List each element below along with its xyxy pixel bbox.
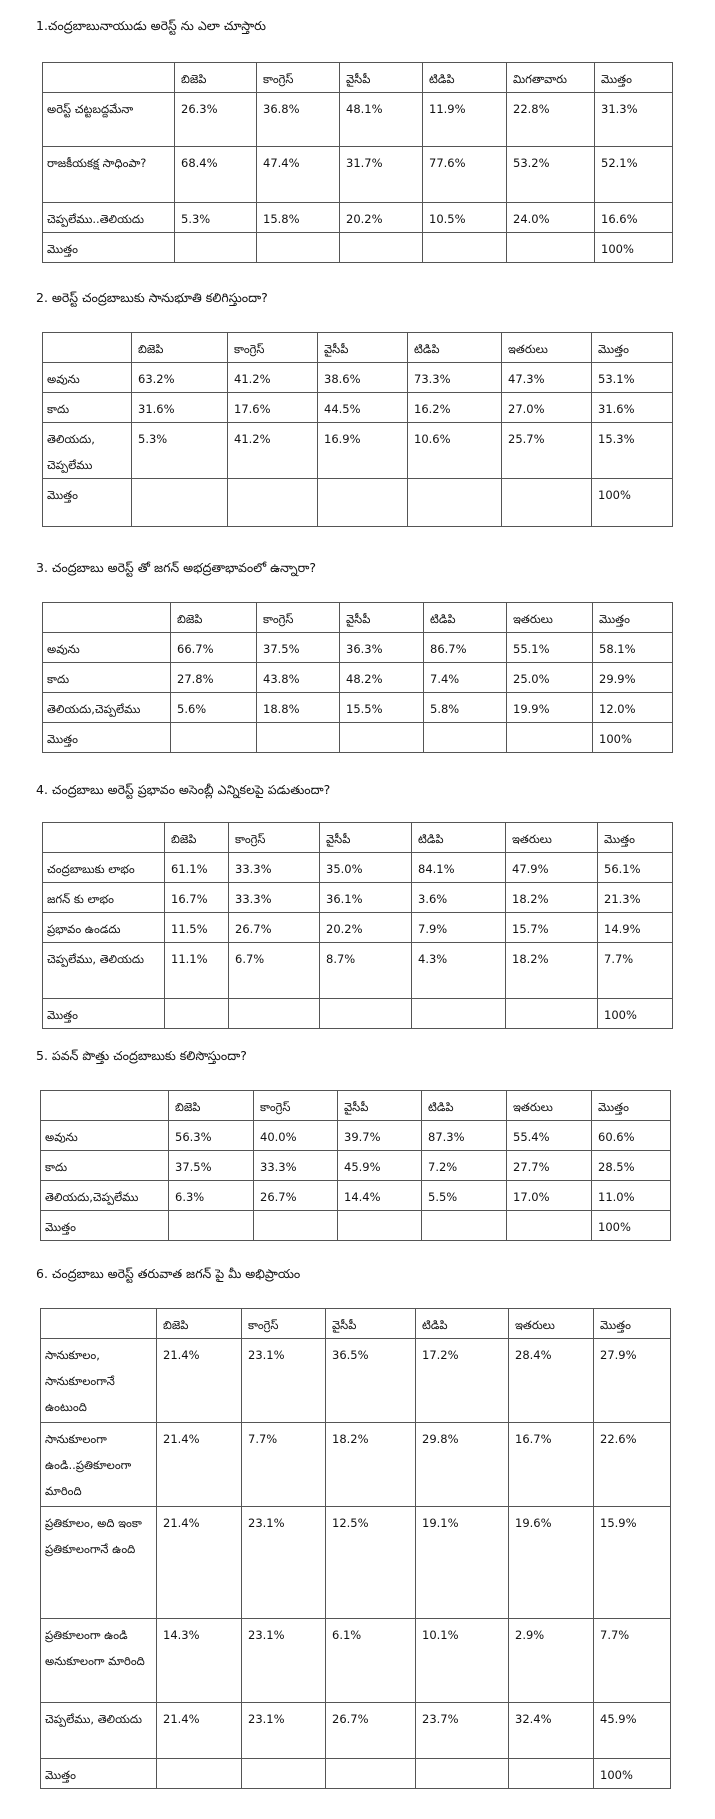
table-total-row bbox=[43, 479, 673, 527]
table-cell: 19.1% bbox=[416, 1507, 509, 1619]
header-cell: కాంగ్రెస్ bbox=[229, 823, 320, 853]
table-cell bbox=[416, 1759, 509, 1789]
results-table-3 bbox=[42, 602, 673, 753]
results-table-1 bbox=[42, 62, 673, 263]
table-cell: 23.1% bbox=[242, 1339, 326, 1423]
results-table-5 bbox=[40, 1090, 671, 1241]
table-cell: 39.7% bbox=[338, 1121, 422, 1151]
table-cell: 14.3% bbox=[157, 1619, 242, 1703]
table-cell bbox=[242, 1759, 326, 1789]
results-table-6 bbox=[40, 1308, 671, 1789]
table-cell bbox=[257, 233, 340, 263]
table-cell: 31.7% bbox=[340, 147, 423, 203]
table-cell: 16.7% bbox=[509, 1423, 594, 1507]
table-header-row bbox=[43, 823, 673, 853]
header-cell: మొత్తం bbox=[592, 1091, 671, 1121]
table-cell: 56.1% bbox=[598, 853, 673, 883]
table-cell: 100% bbox=[593, 723, 673, 753]
table-cell: 60.6% bbox=[592, 1121, 671, 1151]
table-cell: 48.1% bbox=[340, 93, 423, 147]
table-cell: 19.6% bbox=[509, 1507, 594, 1619]
table-cell: 33.3% bbox=[229, 883, 320, 913]
table-cell: 22.6% bbox=[594, 1423, 671, 1507]
header-cell bbox=[43, 823, 165, 853]
header-cell: బిజెపి bbox=[132, 333, 228, 363]
table-cell: 25.0% bbox=[507, 663, 593, 693]
table-cell: 37.5% bbox=[169, 1151, 254, 1181]
table-cell: 31.6% bbox=[132, 393, 228, 423]
table-cell: 2.9% bbox=[509, 1619, 594, 1703]
table-cell: 26.7% bbox=[229, 913, 320, 943]
table-cell: 41.2% bbox=[228, 423, 318, 479]
table-cell: 55.4% bbox=[507, 1121, 592, 1151]
table-cell: 27.9% bbox=[594, 1339, 671, 1423]
row-label: మొత్తం bbox=[43, 723, 171, 753]
header-cell: మొత్తం bbox=[592, 333, 673, 363]
results-table-2 bbox=[42, 332, 673, 527]
table-row bbox=[43, 147, 673, 203]
table-cell: 18.2% bbox=[326, 1423, 416, 1507]
table-cell bbox=[424, 723, 507, 753]
table-cell: 11.0% bbox=[592, 1181, 671, 1211]
table-cell: 17.0% bbox=[507, 1181, 592, 1211]
header-cell: ఇతరులు bbox=[506, 823, 598, 853]
table-cell: 68.4% bbox=[175, 147, 257, 203]
table-cell: 14.9% bbox=[598, 913, 673, 943]
table-cell bbox=[507, 1211, 592, 1241]
table-cell: 25.7% bbox=[502, 423, 592, 479]
row-label: కాదు bbox=[43, 393, 132, 423]
table-header-row bbox=[43, 603, 673, 633]
header-cell: బిజెపి bbox=[175, 63, 257, 93]
table-cell: 86.7% bbox=[424, 633, 507, 663]
table-row bbox=[43, 883, 673, 913]
table-cell: 18.8% bbox=[257, 693, 340, 723]
table-cell: 18.2% bbox=[506, 883, 598, 913]
table-cell: 47.3% bbox=[502, 363, 592, 393]
row-label: మొత్తం bbox=[41, 1211, 169, 1241]
header-cell: వైసీపీ bbox=[340, 603, 424, 633]
table-cell: 29.9% bbox=[593, 663, 673, 693]
table-cell: 23.7% bbox=[416, 1703, 509, 1759]
table-cell: 28.4% bbox=[509, 1339, 594, 1423]
table-cell bbox=[326, 1759, 416, 1789]
table-cell bbox=[157, 1759, 242, 1789]
table-cell: 36.8% bbox=[257, 93, 340, 147]
table-cell: 23.1% bbox=[242, 1507, 326, 1619]
results-table-4 bbox=[42, 822, 673, 1029]
table-cell: 52.1% bbox=[595, 147, 673, 203]
table-cell bbox=[422, 1211, 507, 1241]
table-cell: 28.5% bbox=[592, 1151, 671, 1181]
table-cell: 33.3% bbox=[229, 853, 320, 883]
header-cell: కాంగ్రెస్ bbox=[242, 1309, 326, 1339]
table-cell: 19.9% bbox=[507, 693, 593, 723]
table-row bbox=[41, 1619, 671, 1703]
table-cell: 16.6% bbox=[595, 203, 673, 233]
table-cell: 66.7% bbox=[171, 633, 257, 663]
table-cell: 11.5% bbox=[165, 913, 229, 943]
table-cell: 41.2% bbox=[228, 363, 318, 393]
table-cell: 12.5% bbox=[326, 1507, 416, 1619]
header-cell bbox=[43, 333, 132, 363]
table-row bbox=[43, 853, 673, 883]
row-label: కాదు bbox=[41, 1151, 169, 1181]
header-cell: టిడిపి bbox=[423, 63, 507, 93]
table-cell: 58.1% bbox=[593, 633, 673, 663]
table-cell: 10.6% bbox=[408, 423, 502, 479]
table-cell: 38.6% bbox=[318, 363, 408, 393]
table-cell: 100% bbox=[592, 1211, 671, 1241]
table-cell: 36.1% bbox=[320, 883, 412, 913]
table-cell: 14.4% bbox=[338, 1181, 422, 1211]
table-cell: 26.3% bbox=[175, 93, 257, 147]
table-row bbox=[41, 1339, 671, 1423]
table-row bbox=[43, 423, 673, 479]
table-cell: 45.9% bbox=[594, 1703, 671, 1759]
header-cell: ఇతరులు bbox=[509, 1309, 594, 1339]
row-label: ప్రతికూలం, అది ఇంకా ప్రతికూలంగానే ఉంది bbox=[41, 1507, 157, 1619]
table-cell: 32.4% bbox=[509, 1703, 594, 1759]
table-cell bbox=[502, 479, 592, 527]
row-label: ప్రభావం ఉండదు bbox=[43, 913, 165, 943]
table-cell: 35.0% bbox=[320, 853, 412, 883]
table-cell: 63.2% bbox=[132, 363, 228, 393]
row-label: సానుకూలంగా ఉండి..ప్రతికూలంగా మారింది bbox=[41, 1423, 157, 1507]
table-cell bbox=[165, 999, 229, 1029]
table-header-row bbox=[41, 1091, 671, 1121]
table-cell: 7.9% bbox=[412, 913, 506, 943]
table-cell bbox=[340, 723, 424, 753]
table-cell: 45.9% bbox=[338, 1151, 422, 1181]
table-cell: 36.5% bbox=[326, 1339, 416, 1423]
table-cell: 11.1% bbox=[165, 943, 229, 999]
row-label: మొత్తం bbox=[43, 233, 175, 263]
table-cell: 16.2% bbox=[408, 393, 502, 423]
table-cell bbox=[408, 479, 502, 527]
table-cell: 7.7% bbox=[242, 1423, 326, 1507]
header-cell: వైసీపీ bbox=[318, 333, 408, 363]
table-cell: 27.7% bbox=[507, 1151, 592, 1181]
row-label: మొత్తం bbox=[43, 999, 165, 1029]
table-cell bbox=[412, 999, 506, 1029]
table-total-row bbox=[41, 1211, 671, 1241]
table-cell: 6.3% bbox=[169, 1181, 254, 1211]
table-cell bbox=[171, 723, 257, 753]
row-label: మొత్తం bbox=[41, 1759, 157, 1789]
table-cell: 56.3% bbox=[169, 1121, 254, 1151]
table-cell: 23.1% bbox=[242, 1703, 326, 1759]
table-cell: 5.3% bbox=[132, 423, 228, 479]
table-total-row bbox=[43, 999, 673, 1029]
header-cell: మొత్తం bbox=[593, 603, 673, 633]
header-cell: బిజెపి bbox=[165, 823, 229, 853]
table-row bbox=[43, 913, 673, 943]
table-cell bbox=[318, 479, 408, 527]
row-label: రాజకీయకక్ష సాధింపా? bbox=[43, 147, 175, 203]
table-cell: 40.0% bbox=[254, 1121, 338, 1151]
header-cell: వైసీపీ bbox=[320, 823, 412, 853]
table-cell: 7.7% bbox=[594, 1619, 671, 1703]
table-row bbox=[43, 203, 673, 233]
table-cell: 16.9% bbox=[318, 423, 408, 479]
header-cell: బిజెపి bbox=[169, 1091, 254, 1121]
question-3-title: 3. చంద్రబాబు అరెస్ట్ తో జగన్ అభద్రతాభావంలో ఉన్నారా? bbox=[36, 560, 316, 575]
question-1-title: 1.చంద్రబాబునాయుడు అరెస్ట్ ను ఎలా చూస్తారు bbox=[36, 18, 266, 33]
table-row bbox=[41, 1121, 671, 1151]
table-cell: 10.5% bbox=[423, 203, 507, 233]
header-cell: టిడిపి bbox=[412, 823, 506, 853]
table-cell: 16.7% bbox=[165, 883, 229, 913]
row-label: చెప్పలేము, తెలియదు bbox=[43, 943, 165, 999]
table-cell bbox=[340, 233, 423, 263]
table-row bbox=[43, 693, 673, 723]
header-cell: ఇతరులు bbox=[502, 333, 592, 363]
table-cell: 100% bbox=[595, 233, 673, 263]
table-cell: 15.8% bbox=[257, 203, 340, 233]
table-cell: 15.3% bbox=[592, 423, 673, 479]
table-cell: 20.2% bbox=[340, 203, 423, 233]
table-cell: 37.5% bbox=[257, 633, 340, 663]
table-row bbox=[41, 1181, 671, 1211]
row-label: కాదు bbox=[43, 663, 171, 693]
table-cell: 7.4% bbox=[424, 663, 507, 693]
header-cell: వైసీపీ bbox=[326, 1309, 416, 1339]
row-label: చంద్రబాబుకు లాభం bbox=[43, 853, 165, 883]
row-label: అరెస్ట్ చట్టబద్దమేనా bbox=[43, 93, 175, 147]
header-cell: కాంగ్రెస్ bbox=[228, 333, 318, 363]
table-cell: 31.3% bbox=[595, 93, 673, 147]
table-cell: 48.2% bbox=[340, 663, 424, 693]
header-cell: కాంగ్రెస్ bbox=[257, 63, 340, 93]
table-cell bbox=[509, 1759, 594, 1789]
table-row bbox=[43, 633, 673, 663]
header-cell: ఇతరులు bbox=[507, 1091, 592, 1121]
row-label: చెప్పలేము..తెలియదు bbox=[43, 203, 175, 233]
table-total-row bbox=[43, 233, 673, 263]
table-row bbox=[41, 1507, 671, 1619]
table-cell bbox=[175, 233, 257, 263]
row-label: తెలియదు,చెప్పలేము bbox=[43, 693, 171, 723]
table-cell: 27.8% bbox=[171, 663, 257, 693]
table-cell bbox=[320, 999, 412, 1029]
table-cell: 100% bbox=[598, 999, 673, 1029]
header-cell: మొత్తం bbox=[595, 63, 673, 93]
header-cell: మొత్తం bbox=[598, 823, 673, 853]
table-row bbox=[43, 943, 673, 999]
table-row bbox=[41, 1151, 671, 1181]
header-cell: మొత్తం bbox=[594, 1309, 671, 1339]
table-cell: 5.8% bbox=[424, 693, 507, 723]
table-cell: 77.6% bbox=[423, 147, 507, 203]
header-cell bbox=[41, 1091, 169, 1121]
table-cell: 15.7% bbox=[506, 913, 598, 943]
table-cell bbox=[338, 1211, 422, 1241]
table-header-row bbox=[43, 63, 673, 93]
table-cell: 3.6% bbox=[412, 883, 506, 913]
table-cell bbox=[169, 1211, 254, 1241]
table-cell: 21.4% bbox=[157, 1423, 242, 1507]
row-label: జగన్ కు లాభం bbox=[43, 883, 165, 913]
header-cell bbox=[41, 1309, 157, 1339]
table-cell: 17.6% bbox=[228, 393, 318, 423]
table-total-row bbox=[41, 1759, 671, 1789]
table-cell: 21.4% bbox=[157, 1703, 242, 1759]
table-cell: 100% bbox=[592, 479, 673, 527]
table-cell: 21.3% bbox=[598, 883, 673, 913]
table-cell: 11.9% bbox=[423, 93, 507, 147]
header-cell bbox=[43, 63, 175, 93]
table-cell: 21.4% bbox=[157, 1507, 242, 1619]
question-6-title: 6. చంద్రబాబు అరెస్ట్ తరువాత జగన్ పై మీ అభిప్రాయం bbox=[36, 1266, 301, 1281]
table-row bbox=[43, 363, 673, 393]
table-cell: 15.5% bbox=[340, 693, 424, 723]
question-2-title: 2. అరెస్ట్ చంద్రబాబుకు సానుభూతి కలిగిస్తుందా? bbox=[36, 290, 268, 305]
header-cell: టిడిపి bbox=[408, 333, 502, 363]
table-cell bbox=[506, 999, 598, 1029]
table-cell: 26.7% bbox=[326, 1703, 416, 1759]
table-cell: 73.3% bbox=[408, 363, 502, 393]
question-4-title: 4. చంద్రబాబు అరెస్ట్ ప్రభావం అసెంబ్లీ ఎన్నికలపై పడుతుందా? bbox=[36, 782, 331, 797]
table-total-row bbox=[43, 723, 673, 753]
table-cell: 47.4% bbox=[257, 147, 340, 203]
table-header-row bbox=[43, 333, 673, 363]
table-cell bbox=[257, 723, 340, 753]
table-row bbox=[41, 1423, 671, 1507]
table-cell: 5.6% bbox=[171, 693, 257, 723]
row-label: తెలియదు, చెప్పలేము bbox=[43, 423, 132, 479]
table-row bbox=[43, 393, 673, 423]
header-cell: వైసీపీ bbox=[340, 63, 423, 93]
table-cell: 21.4% bbox=[157, 1339, 242, 1423]
table-cell: 61.1% bbox=[165, 853, 229, 883]
header-cell bbox=[43, 603, 171, 633]
table-cell bbox=[254, 1211, 338, 1241]
table-row bbox=[43, 93, 673, 147]
table-cell bbox=[228, 479, 318, 527]
header-cell: టిడిపి bbox=[422, 1091, 507, 1121]
row-label: సానుకూలం, సానుకూలంగానే ఉంటుంది bbox=[41, 1339, 157, 1423]
table-cell: 22.8% bbox=[507, 93, 595, 147]
header-cell: టిడిపి bbox=[424, 603, 507, 633]
table-cell: 100% bbox=[594, 1759, 671, 1789]
table-cell: 4.3% bbox=[412, 943, 506, 999]
table-cell: 29.8% bbox=[416, 1423, 509, 1507]
table-cell: 7.2% bbox=[422, 1151, 507, 1181]
table-cell: 27.0% bbox=[502, 393, 592, 423]
table-cell bbox=[507, 723, 593, 753]
table-cell bbox=[229, 999, 320, 1029]
row-label: అవును bbox=[43, 363, 132, 393]
header-cell: మిగతావారు bbox=[507, 63, 595, 93]
table-cell: 20.2% bbox=[320, 913, 412, 943]
table-cell: 26.7% bbox=[254, 1181, 338, 1211]
table-cell: 43.8% bbox=[257, 663, 340, 693]
table-row bbox=[41, 1703, 671, 1759]
question-5-title: 5. పవన్ పొత్తు చంద్రబాబుకు కలిసొస్తుందా? bbox=[36, 1048, 247, 1063]
table-cell: 55.1% bbox=[507, 633, 593, 663]
table-cell bbox=[507, 233, 595, 263]
table-cell: 47.9% bbox=[506, 853, 598, 883]
table-cell: 53.1% bbox=[592, 363, 673, 393]
table-cell: 6.7% bbox=[229, 943, 320, 999]
table-cell: 7.7% bbox=[598, 943, 673, 999]
table-cell: 84.1% bbox=[412, 853, 506, 883]
row-label: చెప్పలేము, తెలియదు bbox=[41, 1703, 157, 1759]
row-label: మొత్తం bbox=[43, 479, 132, 527]
table-cell: 18.2% bbox=[506, 943, 598, 999]
table-row bbox=[43, 663, 673, 693]
table-cell bbox=[132, 479, 228, 527]
row-label: అవును bbox=[41, 1121, 169, 1151]
header-cell: కాంగ్రెస్ bbox=[254, 1091, 338, 1121]
table-cell: 87.3% bbox=[422, 1121, 507, 1151]
table-cell: 5.3% bbox=[175, 203, 257, 233]
table-cell: 17.2% bbox=[416, 1339, 509, 1423]
table-cell: 23.1% bbox=[242, 1619, 326, 1703]
header-cell: కాంగ్రెస్ bbox=[257, 603, 340, 633]
table-cell: 12.0% bbox=[593, 693, 673, 723]
table-cell: 24.0% bbox=[507, 203, 595, 233]
header-cell: బిజెపి bbox=[171, 603, 257, 633]
header-cell: ఇతరులు bbox=[507, 603, 593, 633]
table-cell: 53.2% bbox=[507, 147, 595, 203]
table-cell: 5.5% bbox=[422, 1181, 507, 1211]
table-cell: 33.3% bbox=[254, 1151, 338, 1181]
header-cell: బిజెపి bbox=[157, 1309, 242, 1339]
header-cell: టిడిపి bbox=[416, 1309, 509, 1339]
table-cell: 44.5% bbox=[318, 393, 408, 423]
table-cell bbox=[423, 233, 507, 263]
table-cell: 36.3% bbox=[340, 633, 424, 663]
row-label: అవును bbox=[43, 633, 171, 663]
header-cell: వైసీపీ bbox=[338, 1091, 422, 1121]
table-cell: 10.1% bbox=[416, 1619, 509, 1703]
table-cell: 8.7% bbox=[320, 943, 412, 999]
table-cell: 31.6% bbox=[592, 393, 673, 423]
table-cell: 15.9% bbox=[594, 1507, 671, 1619]
table-header-row bbox=[41, 1309, 671, 1339]
row-label: ప్రతికూలంగా ఉండి అనుకూలంగా మారింది bbox=[41, 1619, 157, 1703]
table-cell: 6.1% bbox=[326, 1619, 416, 1703]
row-label: తెలియదు,చెప్పలేము bbox=[41, 1181, 169, 1211]
